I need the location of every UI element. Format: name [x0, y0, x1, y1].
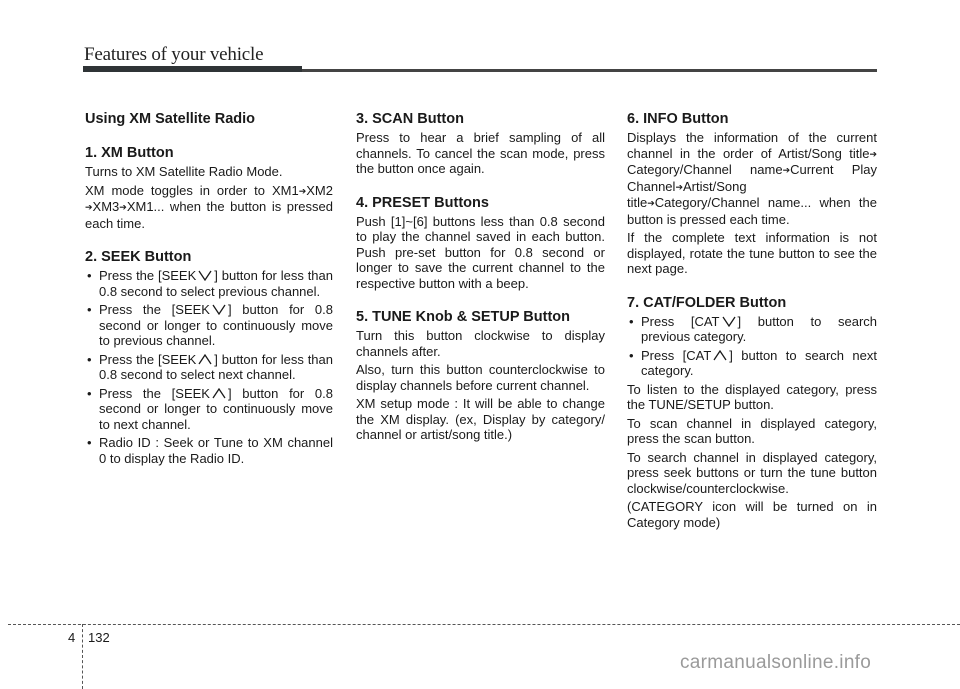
- arrow-right-icon: ➔: [647, 198, 655, 208]
- footer-divider-horizontal: [8, 624, 960, 625]
- text: ] button for less than 0.8 second to select next channel.: [99, 351, 333, 382]
- spacer: [627, 280, 877, 294]
- text: ] button to search previous category.: [641, 313, 878, 344]
- column-1: [85, 110, 333, 469]
- chevron-down-icon: [198, 270, 212, 281]
- chevron-up-icon: [198, 354, 212, 365]
- text: XM1... when the button is pressed each time.: [85, 199, 333, 231]
- arrow-right-icon: ➔: [782, 165, 791, 175]
- cat-folder-p4: (CATEGORY icon will be turned on in Category mode): [627, 499, 877, 530]
- cat-folder-p2: To scan channel in displayed category, press the scan button.: [627, 415, 877, 446]
- text: Category/Channel name: [627, 162, 783, 177]
- xm-button-p1: Turns to XM Satellite Radio Mode.: [85, 164, 283, 179]
- chevron-up-icon: [713, 350, 727, 361]
- text: Displays the information of the current channel in the order of Artist/Song title: [627, 130, 877, 161]
- spacer: [356, 294, 605, 308]
- spacer: [85, 234, 333, 248]
- arrow-right-icon: ➔: [85, 202, 93, 212]
- text: Press the [SEEK: [99, 351, 197, 367]
- watermark: carmanualsonline.info: [680, 652, 872, 673]
- text: Press the [SEEK: [99, 268, 197, 283]
- cat-folder-heading: 7. CAT/FOLDER Button: [627, 294, 787, 311]
- xm-button-heading: 1. XM Button: [85, 145, 174, 161]
- xm-button-p2: [85, 183, 333, 232]
- list-item: • Radio ID : Seek or Tune to XM channel 0 to display the Radio ID.: [85, 435, 333, 466]
- text: Press the [SEEK: [99, 302, 210, 317]
- text: XM mode toggles in order to XM1: [85, 182, 299, 198]
- text: ] button for less than 0.8 second to select previous channel.: [99, 268, 333, 299]
- spacer: [356, 180, 605, 194]
- text: XM3: [92, 199, 120, 214]
- list-item: [85, 268, 333, 299]
- section-number: 4: [68, 630, 76, 645]
- list-item: [627, 348, 877, 379]
- list-item: [627, 314, 877, 345]
- preset-buttons-p1: Push [1]~[6] buttons less than 0.8 second to play the channel saved in each button. Push pre-set button for 0.8 second or longer to save the current channel to the respective button with a beep.: [356, 213, 605, 291]
- info-button-heading: 6. INFO Button: [627, 111, 729, 127]
- text: Artist/Song title: [627, 178, 747, 210]
- chevron-down-icon: [212, 304, 226, 315]
- column-3: [627, 110, 877, 533]
- cat-folder-p1: To listen to the displayed category, press the TUNE/SETUP button.: [627, 381, 877, 412]
- arrow-right-icon: ➔: [675, 181, 683, 192]
- column-2: [356, 110, 605, 446]
- tune-knob-p1: Turn this button clockwise to display channels after.: [356, 328, 605, 359]
- arrow-right-icon: ➔: [298, 185, 307, 196]
- arrow-right-icon: ➔: [869, 148, 877, 159]
- text: Press the [SEEK: [99, 385, 210, 401]
- header-rule-thin: [302, 69, 877, 72]
- text: ] button for 0.8 second or longer to continuously move to next channel.: [99, 385, 333, 432]
- header-rule-thick: [83, 66, 302, 72]
- page-header-title: Features of your vehicle: [84, 44, 264, 65]
- seek-list: [85, 268, 333, 466]
- text: ] button for 0.8 second or longer to continuously move to previous channel.: [99, 302, 333, 348]
- list-item: [85, 302, 333, 349]
- list-item: [85, 386, 333, 433]
- arrow-right-icon: ➔: [119, 202, 127, 212]
- seek-button-heading: 2. SEEK Button: [85, 249, 192, 265]
- info-button-p1: [627, 130, 877, 227]
- scan-button-p1: Press to hear a brief sampling of all channels. To cancel the scan mode, press the button once again.: [356, 130, 605, 176]
- cat-list: [627, 314, 877, 379]
- tune-knob-p2: Also, turn this button counterclockwise to display channels before current channel.: [356, 362, 605, 393]
- page-number: 132: [88, 630, 110, 645]
- info-button-p2: If the complete text information is not displayed, rotate the tune button to see the next page.: [627, 230, 877, 276]
- main-title: Using XM Satellite Radio: [85, 111, 255, 127]
- text: Category/Channel name... when the button is pressed each time.: [627, 195, 877, 227]
- scan-button-heading: 3. SCAN Button: [356, 111, 464, 127]
- text: Press [CAT: [641, 313, 720, 329]
- footer-divider-vertical: [82, 624, 83, 689]
- text: Current Play Channel: [627, 162, 877, 194]
- text: ] button to search next category.: [641, 347, 877, 378]
- text: XM2: [306, 182, 333, 198]
- tune-knob-heading: 5. TUNE Knob & SETUP Button: [356, 309, 571, 325]
- preset-buttons-heading: 4. PRESET Buttons: [356, 194, 489, 211]
- tune-knob-p3: XM setup mode : It will be able to change the XM display. (ex, Display by category/ channel or artist/song title.): [356, 396, 605, 442]
- chevron-up-icon: [212, 388, 226, 399]
- chevron-down-icon: [722, 316, 736, 327]
- list-item: [85, 352, 333, 383]
- text: Press [CAT: [641, 347, 712, 363]
- cat-folder-p3: To search channel in displayed category, press seek buttons or turn the tune button clockwise/counterclockwise.: [627, 449, 877, 496]
